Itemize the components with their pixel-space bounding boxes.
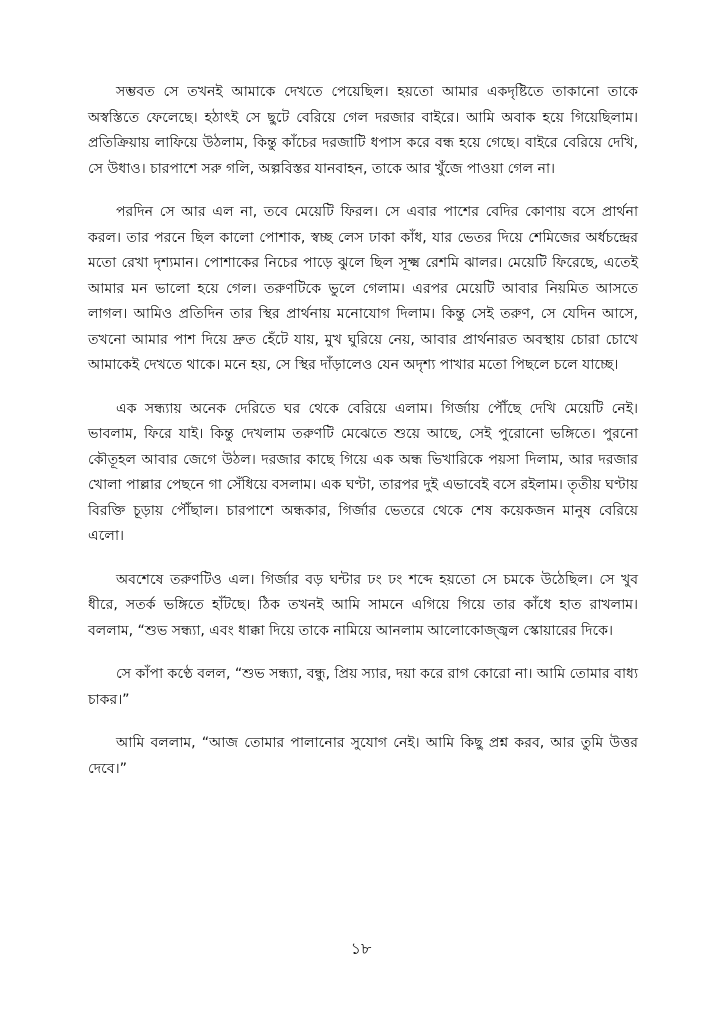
paragraph: সম্ভবত সে তখনই আমাকে দেখতে পেয়েছিল। হয়তো আমার একদৃষ্টিতে তাকানো তাকে অস্বস্তিতে ফেলেছে। হঠাৎই সে ছুটে বেরিয়ে গেল দরজার বাইরে। আমি অবাক হয়ে গিয়েছিলাম। প্রতিক্রিয়ায় লাফিয়ে উঠলাম, কিন্তু কাঁচের দরজাটি ধপাস করে বন্ধ হয়ে গেছে। বাইরে বেরিয়ে দেখি, সে উধাও। চারপাশে সরু গলি, অল্পবিস্তর যানবাহন, তাকে আর খুঁজে পাওয়া গেল না। (88, 84, 638, 177)
paragraph: আমি বললাম, “আজ তোমার পালানোর সুযোগ নেই। আমি কিছু প্রশ্ন করব, আর তুমি উত্তর দেবে।” (88, 735, 638, 777)
paragraph: পরদিন সে আর এল না, তবে মেয়েটি ফিরল। সে এবার পাশের বেদির কোণায় বসে প্রার্থনা করল। তার পরনে ছিল কালো পোশাক, স্বচ্ছ লেস ঢাকা কাঁধ, যার ভেতর দিয়ে শেমিজের অর্ধচন্দ্রের মতো রেখা দৃশ্যমান। পোশাকের নিচের পাড়ে ঝুলে ছিল সূক্ষ্ম রেশমি ঝালর। মেয়েটি ফিরেছে, এতেই আমার মন ভালো হয়ে গেল। তরুণটিকে ভুলে গেলাম। এরপর মেয়েটি আবার নিয়মিত আসতে লাগল। আমিও প্রতিদিন তার স্থির প্রার্থনায় মনোযোগ দিলাম। কিন্তু সেই তরুণ, সে যেদিন আসে, তখনো আমার পাশ দিয়ে দ্রুত হেঁটে যায়, মুখ ঘুরিয়ে নেয়, আবার প্রার্থনারত অবস্থায় চোরা চোখে আমাকেই দেখতে থাকে। মনে হয়, সে স্থির দাঁড়ালেও যেন অদৃশ্য পাখার মতো পিছলে চলে যাচ্ছে। (88, 204, 638, 373)
paragraph: অবশেষে তরুণটিও এল। গির্জার বড় ঘন্টার ঢং ঢং শব্দে হয়তো সে চমকে উঠেছিল। সে খুব ধীরে, সতর্ক ভঙ্গিতে হাঁটছে। ঠিক তখনই আমি সামনে এগিয়ে গিয়ে তার কাঁধে হাত রাখলাম। বললাম, “শুভ সন্ধ্যা, এবং ধাক্কা দিয়ে তাকে নামিয়ে আনলাম আলোকোজ্জ্বল স্কোয়ারের দিকে। (88, 571, 638, 639)
page-body (88, 80, 638, 800)
paragraph: সে কাঁপা কণ্ঠে বলল, “শুভ সন্ধ্যা, বন্ধু, প্রিয় স্যার, দয়া করে রাগ কোরো না। আমি তোমার বাধ্য চাকর।” (88, 666, 638, 708)
page-number: ১৮ (350, 939, 372, 958)
paragraph: এক সন্ধ্যায় অনেক দেরিতে ঘর থেকে বেরিয়ে এলাম। গির্জায় পৌঁছে দেখি মেয়েটি নেই। ভাবলাম, ফিরে যাই। কিন্তু দেখলাম তরুণটি মেঝেতে শুয়ে আছে, সেই পুরোনো ভঙ্গিতে। পুরনো কৌতূহল আবার জেগে উঠল। দরজার কাছে গিয়ে এক অন্ধ ভিখারিকে পয়সা দিলাম, আর দরজার খোলা পাল্লার পেছনে গা সেঁধিয়ে বসলাম। এক ঘণ্টা, তারপর দুই এভাবেই বসে রইলাম। তৃতীয় ঘণ্টায় বিরক্তি চূড়ায় পৌঁছাল। চারপাশে অন্ধকার, গির্জার ভেতরে থেকে শেষ কয়েকজন মানুষ বেরিয়ে এলো। (88, 400, 638, 544)
